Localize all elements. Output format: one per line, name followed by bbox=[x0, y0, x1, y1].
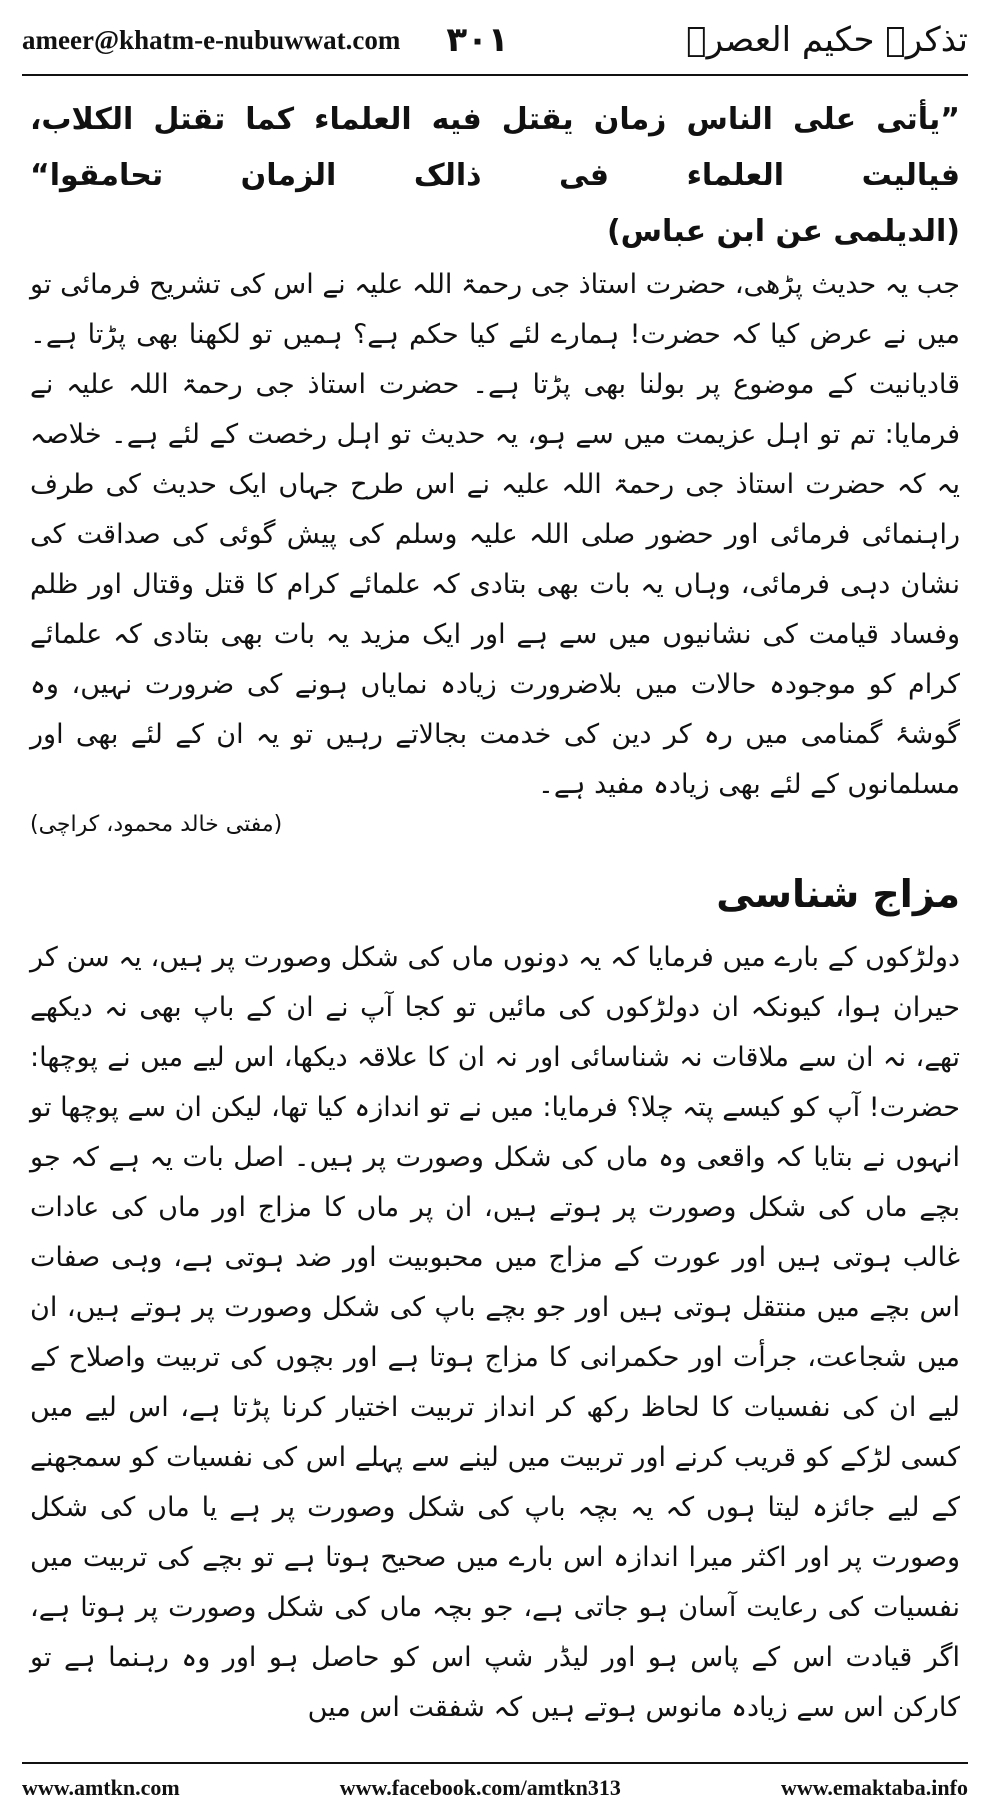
footer-link-facebook[interactable]: www.facebook.com/amtkn313 bbox=[339, 1775, 621, 1800]
header-email: ameer@khatm-e-nubuwwat.com bbox=[22, 24, 401, 55]
footer-divider bbox=[22, 1762, 968, 1764]
page-number: ۳۰۱ bbox=[446, 20, 509, 60]
paragraph-explanation: جب یہ حدیث پڑھی، حضرت استاذ جی رحمۃ اللہ علیہ نے اس کی تشریح فرمائی تو میں نے عرض کیا کہ حضرت! ہمارے لئے کیا حکم ہے؟ ہمیں تو لکھنا بھی پڑتا ہے۔ قادیانیت کے موضوع پر بولنا بھی پڑتا ہے۔ حضرت استاذ جی رحمۃ اللہ علیہ نے فرمایا: تم تو اہل عزیمت میں سے ہو، یہ حدیث تو اہل رخصت کے لئے ہے۔ خلاصہ یہ کہ حضرت استاذ جی رحمۃ اللہ علیہ نے اس طرح جہاں ایک حدیث کی طرف راہنمائی فرمائی اور حضور صلی اللہ علیہ وسلم کی پیش گوئی کی صداقت کی نشان دہی فرمائی، وہاں یہ بات بھی بتادی کہ علمائے کرام کا قتل وقتال اور ظلم وفساد قیامت کی نشانیوں میں سے ہے اور ایک مزید یہ بات بھی بتادی کہ علمائے کرام کو موجودہ حالات میں بلاضرورت زیادہ نمایاں ہونے کی ضرورت نہیں، وہ گوشۂ گمنامی میں رہ کر دین کی خدمت بجالاتے رہیں تو یہ ان کے لئے بھی اور مسلمانوں کے لئے بھی زیادہ مفید ہے۔ bbox=[30, 269, 960, 800]
page-header bbox=[22, 12, 968, 68]
section-heading: مزاج شناسی bbox=[716, 872, 960, 916]
header-left-group bbox=[22, 20, 509, 60]
footer-link-emaktaba[interactable]: www.emaktaba.info bbox=[780, 1775, 968, 1800]
book-title: تذکرہ حکیم العصرؒ bbox=[686, 20, 968, 60]
paragraph-temperament: دولڑکوں کے بارے میں فرمایا کہ یہ دونوں ماں کی شکل وصورت پر ہیں، یہ سن کر حیران ہوا، کیونکہ ان دولڑکوں کی مائیں تو کجا آپ نے ان کے باپ بھی نہ دیکھے تھے، نہ ان سے ملاقات نہ شناسائی اور نہ ان کا علاقہ دیکھا، اس لیے میں نے پوچھا: حضرت! آپ کو کیسے پتہ چلا؟ فرمایا: میں نے تو اندازہ کیا تھا، لیکن ان سے پوچھا تو انہوں نے بتایا کہ واقعی وہ ماں کی شکل وصورت پر ہیں۔ اصل بات یہ ہے کہ جو بچے ماں کی شکل وصورت پر ہوتے ہیں، ان پر ماں کا مزاج اور ماں کی عادات غالب ہوتی ہیں اور عورت کے مزاج میں محبوبیت اور ضد ہوتی ہے، وہی صفات اس بچے میں منتقل ہوتی ہیں اور جو بچے باپ کی شکل وصورت پر ہوتے ہیں، ان میں شجاعت، جرأت اور حکمرانی کا مزاج ہوتا ہے اور بچوں کی تربیت واصلاح کے لیے ان کی نفسیات کا لحاظ رکھ کر انداز تربیت اختیار کرنا پڑتا ہے، اس لیے میں کسی لڑکے کو قریب کرنے اور تربیت میں لینے سے پہلے اس کی نفسیات کو سمجھنے کے لیے جائزہ لیتا ہوں کہ یہ بچہ باپ کی شکل وصورت پر ہے یا ماں کی شکل وصورت پر اور اکثر میرا اندازہ اس بارے میں صحیح ہوتا ہے تو بچے کی تربیت میں نفسیات کی رعایت آسان ہو جاتی ہے، جو بچہ ماں کی شکل وصورت پر ہوتا ہے، اگر قیادت اس کے پاس ہو اور لیڈر شپ اس کو حاصل ہو اور وہ رہنما ہے تو کارکن اس سے زیادہ مانوس ہوتے ہیں کہ شفقت اس میں bbox=[30, 942, 960, 1723]
attribution-row bbox=[30, 810, 960, 837]
footer-link-website[interactable]: www.amtkn.com bbox=[22, 1775, 180, 1800]
hadith-quote bbox=[30, 92, 960, 260]
header-divider bbox=[22, 74, 968, 76]
hadith-text: ”یأتی علی الناس زمان یقتل فیه العلماء کما تقتل الکلاب، فیالیت العلماء فی ذالک الزمان تحامقوا“ bbox=[30, 102, 960, 193]
page-body bbox=[30, 92, 960, 1733]
page-footer bbox=[22, 1770, 968, 1806]
attribution: (مفتی خالد محمود، کراچی) bbox=[30, 812, 283, 837]
hadith-reference: (الدیلمی عن ابن عباس) bbox=[606, 214, 960, 249]
